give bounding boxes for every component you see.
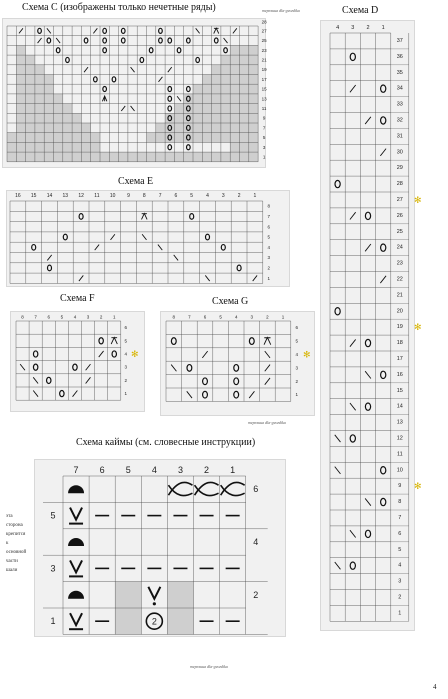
row-number: 2 xyxy=(267,265,271,271)
col-number: 4 xyxy=(151,465,157,475)
bindoff-symbol xyxy=(68,485,84,493)
side-note-line: крепится xyxy=(6,532,26,537)
row-number: 31 xyxy=(396,133,403,140)
row-number: 29 xyxy=(396,165,403,172)
row-number: 4 xyxy=(398,562,402,569)
row-number: 3 xyxy=(50,563,56,574)
row-number: 17 xyxy=(396,355,403,362)
row-number: 4 xyxy=(124,351,128,357)
row-number: 30 xyxy=(396,149,403,156)
row-number: 5 xyxy=(50,510,56,521)
star-marker: ✻ xyxy=(414,481,422,492)
row-number: 5 xyxy=(124,338,128,344)
row-number: 6 xyxy=(267,224,271,230)
col-number: 3 xyxy=(177,465,183,475)
star-marker: ✻ xyxy=(414,194,422,205)
col-number: 9 xyxy=(127,193,130,199)
col-number: 7 xyxy=(34,314,37,320)
col-number: 11 xyxy=(94,193,100,199)
col-number: 2 xyxy=(204,465,210,475)
row-number: 5 xyxy=(295,338,299,344)
border-scheme-title: Схема каймы (см. словесные инструкции) xyxy=(76,437,256,448)
row-number: 1 xyxy=(262,154,266,160)
col-number: 8 xyxy=(142,193,146,199)
row-number: 28 xyxy=(396,181,403,188)
bindoff-symbol xyxy=(68,591,84,599)
col-number: 5 xyxy=(190,193,194,199)
row-number: 3 xyxy=(262,144,266,150)
row-number: 2 xyxy=(253,589,259,600)
scheme-c-title: Схема С (изображены только нечетные ряды) xyxy=(22,2,216,13)
col-number: 3 xyxy=(221,193,225,199)
col-number: 7 xyxy=(73,465,79,475)
row-number: 17 xyxy=(261,76,267,82)
row-number: 21 xyxy=(396,292,403,299)
row-number: 13 xyxy=(396,419,403,426)
col-number: 3 xyxy=(250,314,254,320)
scheme-f-title: Схема F xyxy=(60,293,95,304)
row-number: 5 xyxy=(398,546,402,553)
shaded-cell xyxy=(167,608,193,634)
col-number: 2 xyxy=(237,193,241,199)
row-number: 14 xyxy=(396,403,403,410)
row-number: 1 xyxy=(50,616,56,627)
row-number: 27 xyxy=(396,196,403,203)
col-number: 2 xyxy=(366,25,370,31)
col-number: 12 xyxy=(78,193,84,199)
row-number: 7 xyxy=(267,213,271,219)
row-number: 10 xyxy=(396,467,403,474)
bindoff-symbol xyxy=(68,538,84,546)
col-number: 1 xyxy=(281,314,285,320)
cable-symbol xyxy=(168,485,192,495)
col-number: 7 xyxy=(188,314,191,320)
col-number: 15 xyxy=(30,193,37,199)
row-number: 6 xyxy=(124,325,128,331)
row-number: 23 xyxy=(261,47,267,53)
row-number: 1 xyxy=(124,391,128,397)
row-number: 18 xyxy=(396,340,403,347)
row-number: 34 xyxy=(396,85,403,92)
row-number: 2 xyxy=(295,378,299,384)
col-number: 2 xyxy=(266,314,269,320)
col-number: 4 xyxy=(336,25,340,31)
side-note-line: части xyxy=(6,559,18,564)
scheme-g-title: Схема G xyxy=(212,296,249,307)
cable-symbol xyxy=(195,485,219,495)
row-number: 4 xyxy=(267,244,271,250)
row-number: 8 xyxy=(398,499,402,506)
side-note-line: шали xyxy=(6,568,18,573)
row-number: 25 xyxy=(396,228,403,235)
col-number: 8 xyxy=(21,314,24,320)
col-number: 14 xyxy=(46,193,53,199)
footer-watermark: терехина dla-gvozdika xyxy=(190,664,228,669)
row-number: 3 xyxy=(295,365,299,371)
col-number: 6 xyxy=(47,314,51,320)
increase-symbol xyxy=(148,587,160,599)
shaded-cell xyxy=(115,582,141,608)
page-number: 4 xyxy=(433,683,437,691)
row-number: 11 xyxy=(261,105,267,111)
row-number: 3 xyxy=(398,578,402,585)
row-number: 26 xyxy=(396,212,403,219)
row-number: 3 xyxy=(267,255,271,261)
shaded-cell xyxy=(167,582,193,608)
star-marker: ✻ xyxy=(303,349,311,360)
row-number: 5 xyxy=(267,234,271,240)
row-number: 15 xyxy=(261,86,267,92)
circled-number: 2 xyxy=(151,616,157,627)
scheme-c-watermark: терехина dla-gvozdika xyxy=(262,8,300,13)
col-number: 3 xyxy=(351,25,355,31)
row-number: 22 xyxy=(396,276,403,283)
row-number: 19 xyxy=(396,324,403,331)
shaded-cell xyxy=(115,608,141,634)
row-number: 13 xyxy=(261,96,267,102)
col-number: 4 xyxy=(73,314,77,320)
row-number: 6 xyxy=(398,530,402,537)
col-number: 4 xyxy=(206,193,209,199)
row-number: 1 xyxy=(398,610,402,617)
star-marker: ✻ xyxy=(131,349,139,359)
row-number: 8 xyxy=(267,203,271,209)
row-number: 12 xyxy=(396,435,403,442)
row-number: 5 xyxy=(262,135,266,141)
col-number: 8 xyxy=(172,314,176,320)
row-number: 35 xyxy=(396,69,403,76)
row-number: 3 xyxy=(124,364,128,370)
row-number: 9 xyxy=(398,483,402,490)
row-number: 7 xyxy=(398,514,402,521)
row-number: 23 xyxy=(396,260,403,267)
row-number: 4 xyxy=(295,352,299,357)
col-number: 6 xyxy=(203,314,207,320)
row-number: 6 xyxy=(295,325,299,331)
row-number: 20 xyxy=(396,308,403,315)
row-number: 7 xyxy=(262,125,266,131)
col-number: 1 xyxy=(253,193,257,199)
row-number: 25 xyxy=(261,38,267,44)
col-number: 13 xyxy=(62,193,69,199)
row-number: 2 xyxy=(124,377,128,383)
row-number: 2 xyxy=(398,594,402,601)
col-number: 1 xyxy=(381,25,385,31)
row-number: 27 xyxy=(261,28,267,34)
slip-stitch-symbol xyxy=(70,560,82,572)
row-number: 33 xyxy=(396,101,403,108)
row-number: 21 xyxy=(261,57,267,63)
row-number: 1 xyxy=(267,275,271,281)
row-number: 16 xyxy=(396,371,403,378)
scheme-g-watermark: терехина dla-gvozdika xyxy=(248,420,286,425)
col-number: 4 xyxy=(234,314,238,320)
row-number: 19 xyxy=(261,67,267,73)
row-number: 1 xyxy=(295,392,299,398)
row-number: 28 xyxy=(261,19,267,25)
col-number: 5 xyxy=(219,314,222,320)
row-number: 9 xyxy=(262,115,266,121)
row-number: 6 xyxy=(253,484,259,495)
row-number: 24 xyxy=(396,244,403,251)
side-note-line: к xyxy=(6,541,9,546)
side-note-line: сторона xyxy=(6,523,23,528)
col-number: 2 xyxy=(99,314,103,320)
increase-dot xyxy=(153,602,156,605)
row-number: 37 xyxy=(396,37,403,44)
cable-symbol xyxy=(221,485,245,495)
col-number: 10 xyxy=(109,193,116,199)
row-number: 32 xyxy=(396,117,403,124)
col-number: 7 xyxy=(158,193,162,199)
row-number: 4 xyxy=(253,537,259,547)
col-number: 1 xyxy=(230,465,236,475)
row-number: 15 xyxy=(396,387,403,394)
scheme-e-title: Схема Е xyxy=(118,176,154,187)
col-number: 5 xyxy=(125,465,131,475)
scheme-d-title: Схема D xyxy=(342,5,379,16)
col-number: 3 xyxy=(86,314,90,320)
side-note-line: основной xyxy=(6,550,27,555)
side-note-line: эта xyxy=(6,514,13,519)
col-number: 16 xyxy=(15,193,21,199)
row-number: 11 xyxy=(396,451,403,458)
star-marker: ✻ xyxy=(414,322,422,333)
row-number: 36 xyxy=(396,53,403,60)
slip-stitch-symbol xyxy=(70,508,82,520)
col-number: 6 xyxy=(174,193,178,199)
col-number: 5 xyxy=(60,314,64,320)
col-number: 6 xyxy=(99,465,105,475)
slip-stitch-symbol xyxy=(70,613,82,625)
col-number: 1 xyxy=(112,314,116,320)
